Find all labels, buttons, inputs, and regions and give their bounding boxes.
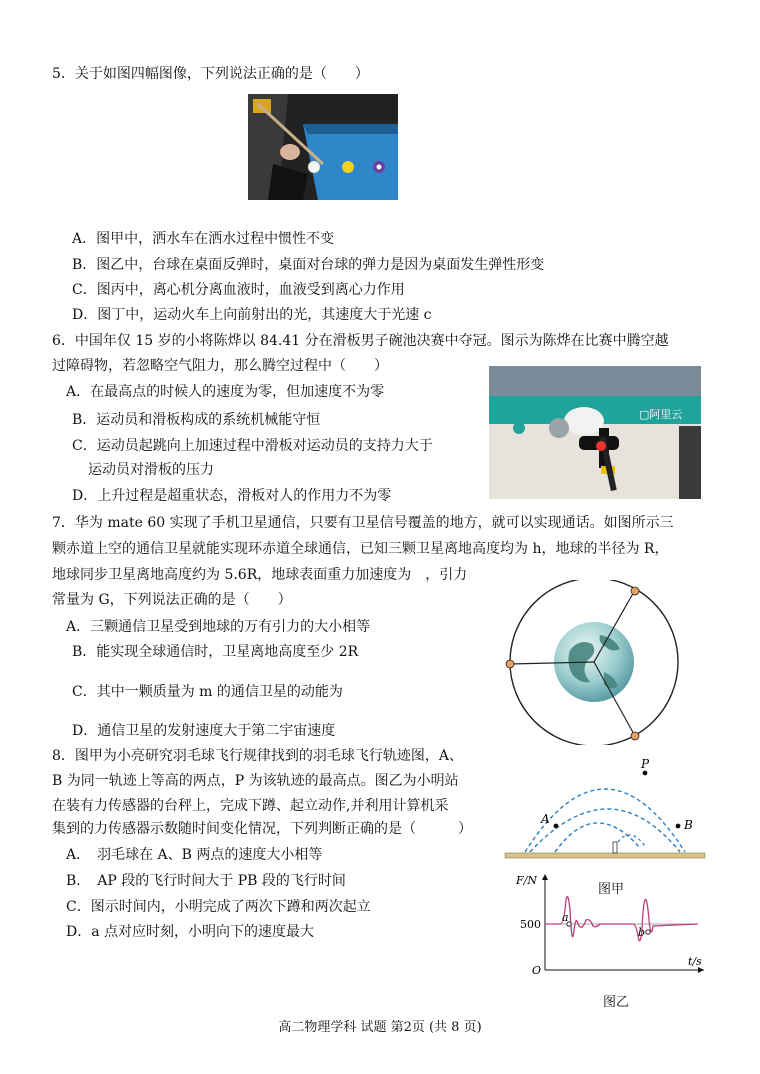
page-footer: 高二物理学科 试题 第2页 (共 8 页) [278, 1020, 482, 1035]
fig1-label-p: P [641, 757, 650, 771]
fig2-caption: 图乙 [603, 995, 630, 1010]
fig2-xlabel: t/s [688, 955, 702, 968]
q7-stem-line4: 常量为 G，下列说法正确的是（ ） [52, 592, 292, 608]
fig1-label-b: B [684, 818, 693, 832]
fig2-y500: 500 [520, 918, 541, 931]
q6-option-b: B．运动员和滑板构成的系统机械能守恒 [72, 412, 321, 428]
fig2-point-a: a [562, 911, 569, 924]
q7-stem-line2: 颗赤道上空的通信卫星就能实现环赤道全球通信，已知三颗卫星离地高度均为 h，地球的半径为 R， [52, 541, 669, 557]
q6-stem-line1: 6．中国年仅 15 岁的小将陈烨以 84.41 分在滑板男子碗池决赛中夺冠。图示为陈烨在比赛中腾空越 [52, 333, 669, 349]
q8-stem-line3: 在装有力传感器的台秤上，完成下蹲、起立动作,并利用计算机采 [52, 798, 449, 814]
badminton-trajectory-figure [500, 756, 710, 866]
billiards-photo [248, 94, 398, 200]
q7-option-b: B．能实现全球通信时，卫星离地高度至少 2R [72, 644, 359, 660]
satellite-orbit-diagram [500, 580, 685, 745]
force-time-graph [508, 870, 708, 978]
q6-option-c: C．运动员起跳向上加速过程中滑板对运动员的支持力大于 [72, 438, 433, 454]
q8-stem-line1: 8．图甲为小亮研究羽毛球飞行规律找到的羽毛球飞行轨迹图，A、 [52, 748, 464, 764]
q6-stem-line2: 过障碍物，若忽略空气阻力，那么腾空过程中（ ） [52, 358, 388, 374]
q8-option-c: C．图示时间内，小明完成了两次下蹲和两次起立 [66, 899, 371, 915]
q5-option-b: B．图乙中，台球在桌面反弹时，桌面对台球的弹力是因为桌面发生弹性形变 [72, 257, 545, 273]
q7-stem-line3: 地球同步卫星离地高度约为 5.6R，地球表面重力加速度为 ，引力 [52, 567, 468, 583]
skateboard-photo [489, 366, 701, 499]
q6-option-a: A．在最高点的时候人的速度为零，但加速度不为零 [66, 384, 385, 400]
q5-option-a: A．图甲中，洒水车在洒水过程中惯性不变 [72, 231, 335, 247]
q7-option-c: C．其中一颗质量为 m 的通信卫星的动能为 [72, 684, 343, 700]
fig1-caption: 图甲 [598, 882, 625, 897]
q7-option-d: D．通信卫星的发射速度大于第二宇宙速度 [72, 723, 336, 739]
q8-option-a: A． 羽毛球在 A、B 两点的速度大小相等 [66, 847, 323, 863]
fig2-ylabel: F/N [516, 874, 537, 887]
fig2-origin: O [532, 964, 542, 977]
q6-option-c-cont: 运动员对滑板的压力 [88, 462, 214, 478]
q5-option-c: C．图丙中，离心机分离血液时，血液受到离心力作用 [72, 282, 405, 298]
q6-option-d: D．上升过程是超重状态，滑板对人的作用力不为零 [72, 488, 392, 504]
fig2-point-b: b [638, 926, 646, 939]
q8-stem-line2: B 为同一轨迹上等高的两点，P 为该轨迹的最高点。图乙为小明站 [52, 773, 459, 789]
q7-stem-line1: 7．华为 mate 60 实现了手机卫星通信，只要有卫星信号覆盖的地方，就可以实现通话。如图所示三 [52, 515, 674, 531]
q5-stem: 5．关于如图四幅图像，下列说法正确的是（ ） [52, 66, 369, 82]
q8-option-b: B． AP 段的飞行时间大于 PB 段的飞行时间 [66, 873, 346, 889]
q8-stem-line4: 集到的力传感器示数随时间变化情况，下列判断正确的是（ ） [52, 821, 472, 837]
q8-option-d: D．a 点对应时刻，小明向下的速度最大 [66, 924, 315, 940]
svg-text:▢阿里云: ▢阿里云 [639, 408, 683, 421]
q7-option-a: A．三颗通信卫星受到地球的万有引力的大小相等 [66, 619, 371, 635]
fig1-label-a: A [541, 812, 550, 826]
q5-option-d: D．图丁中，运动火车上向前射出的光，其速度大于光速 c [72, 307, 432, 323]
